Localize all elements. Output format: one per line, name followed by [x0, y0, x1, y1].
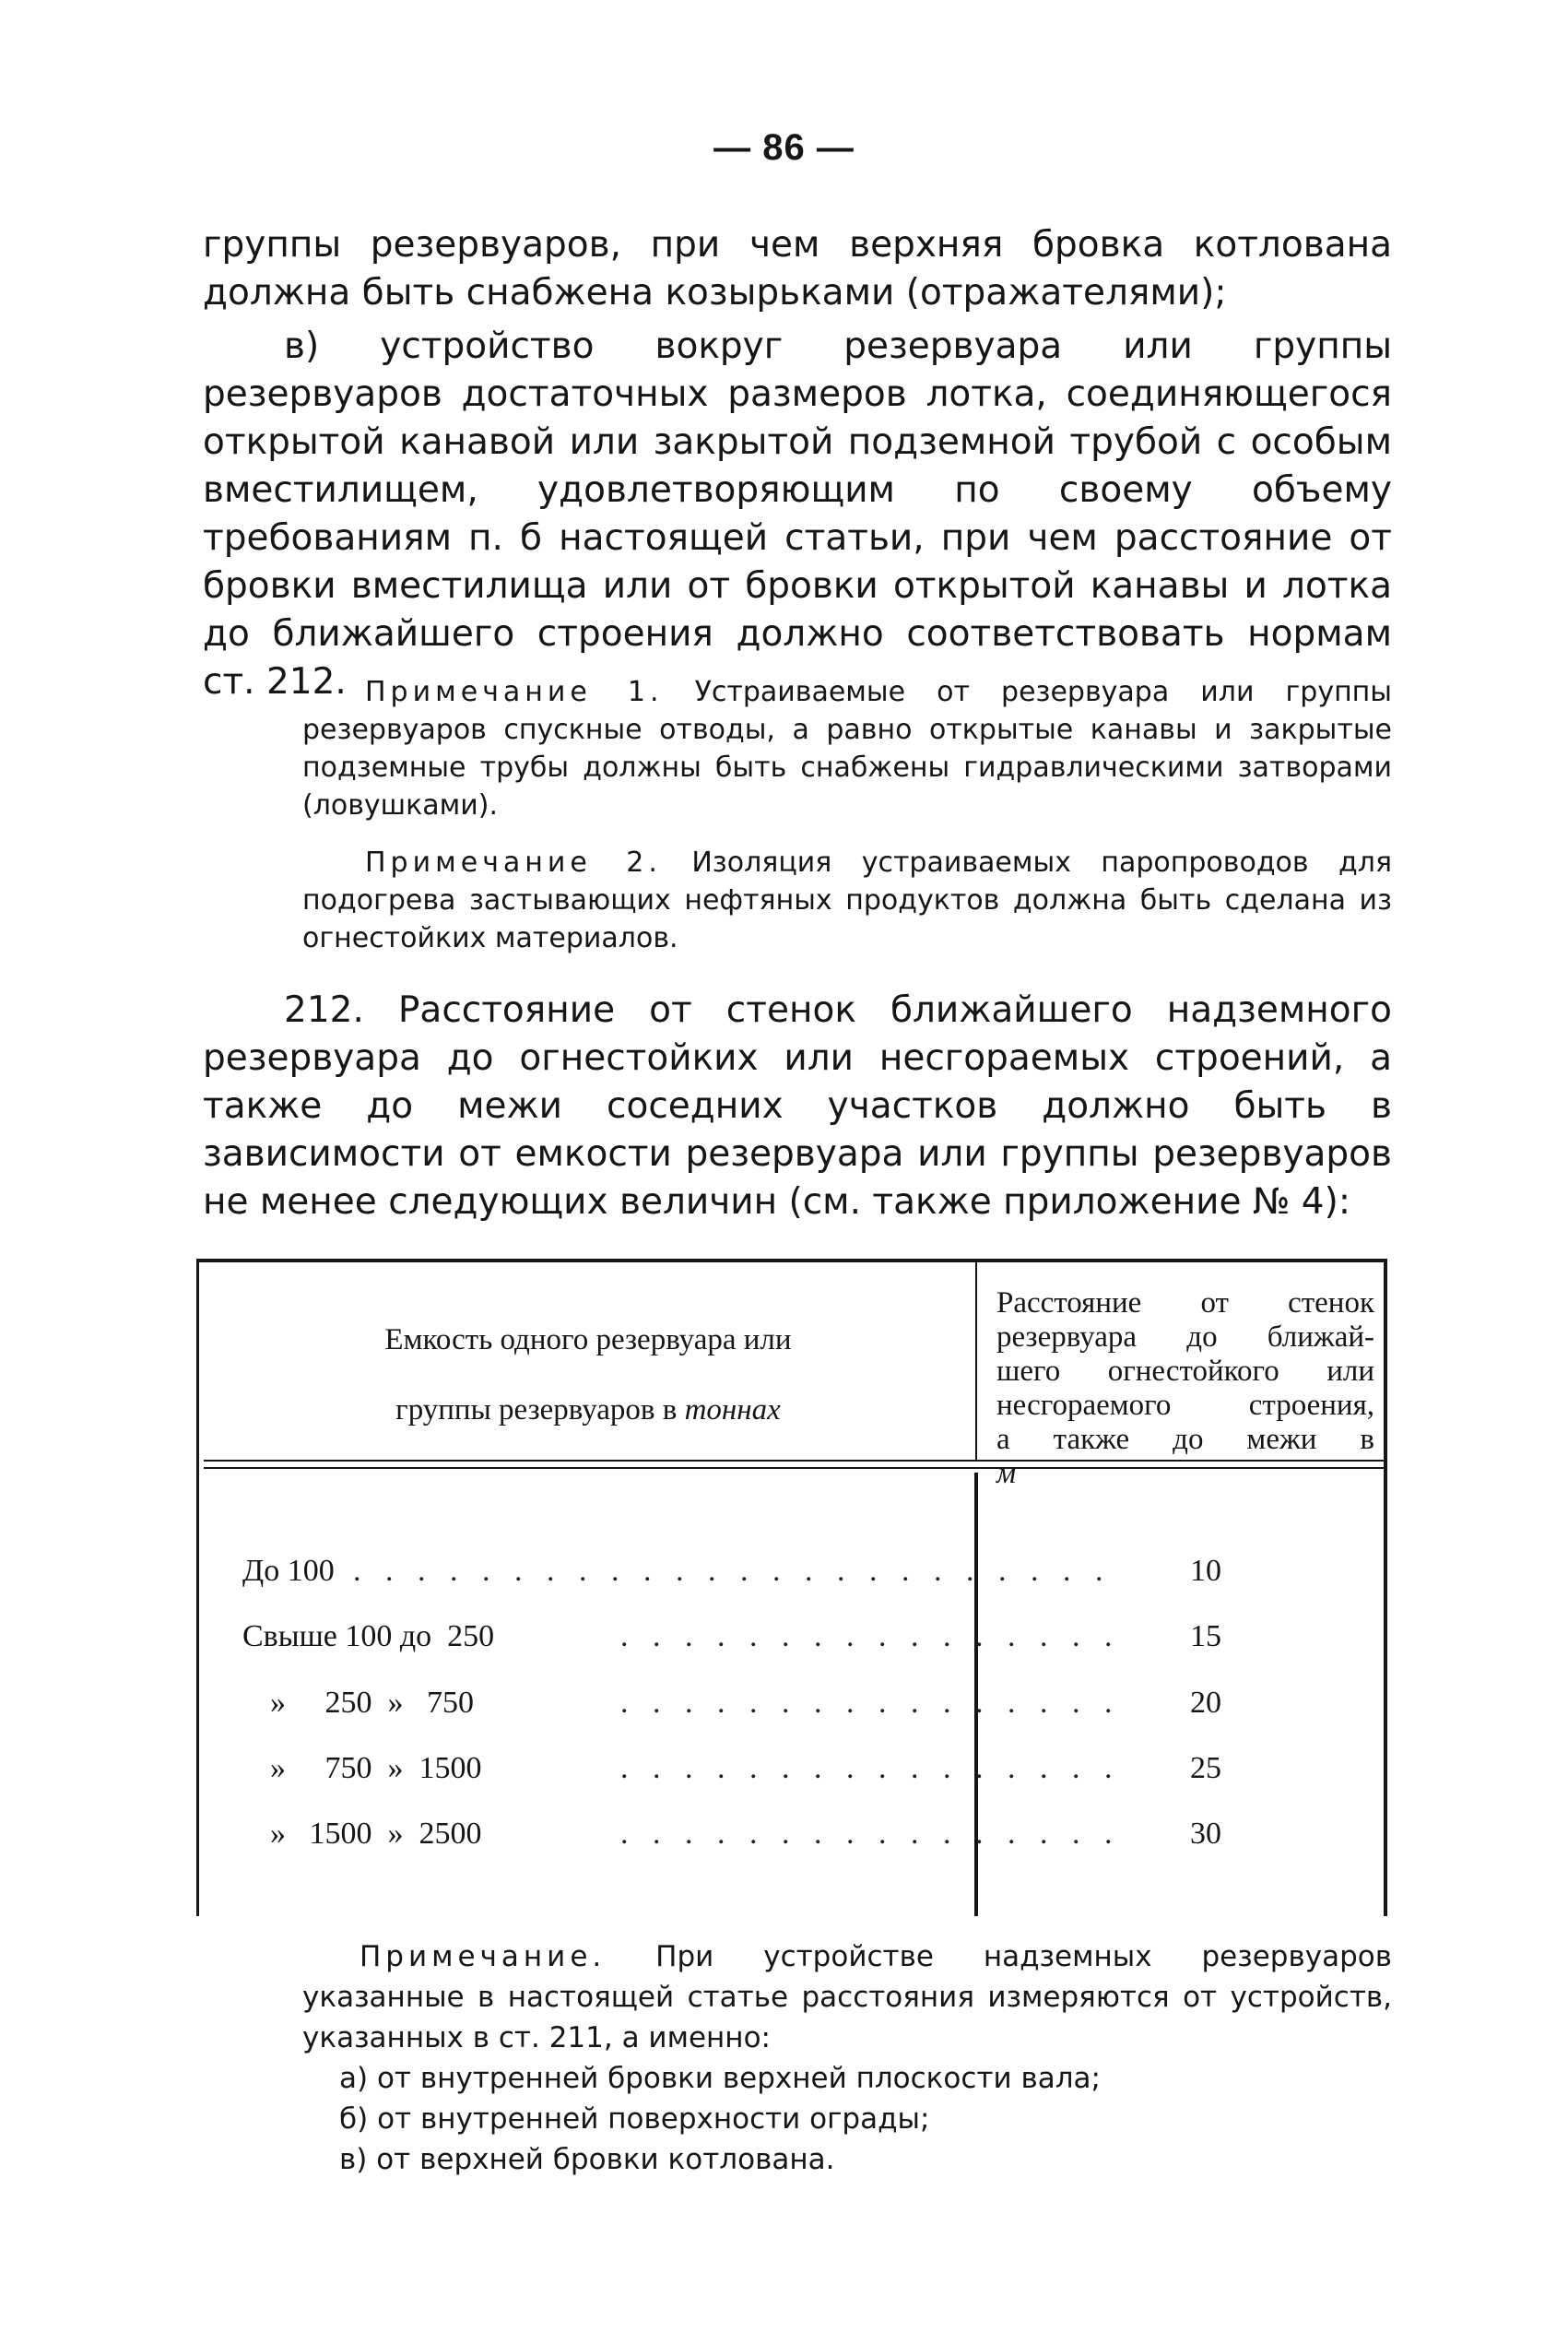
row-capacity: » 1500 » 2500	[270, 1817, 482, 1851]
header-capacity	[196, 1305, 980, 1445]
final-note-item: а) от внутренней бровки верхней плоскости вала;	[339, 2062, 1101, 2095]
article-212: 212. Расстояние от стенок ближайшего надземного резервуара до огнестойких или несгораемых строений, а также до межи соседних участков должно быть в зависимости от емкости резервуара или группы резервуаров не менее следующих величин (см. также приложение № 4):	[203, 989, 1392, 1223]
header-distance-line4: несгораемого строения,	[996, 1389, 1374, 1422]
row-capacity: » 750 » 1500	[270, 1751, 482, 1785]
leader-dots: . . . . . . . . . . . . . . . .	[620, 1751, 1121, 1785]
header-distance	[996, 1286, 1374, 1491]
table-row	[242, 1814, 1374, 1854]
leader-dots: . . . . . . . . . . . . . . . .	[620, 1619, 1121, 1653]
table-top-rule	[196, 1259, 1387, 1262]
final-note-item: б) от внутренней поверхности ограды;	[339, 2102, 930, 2136]
header-distance-line1: Расстояние от стенок	[996, 1286, 1374, 1320]
note-1-label: Примечание 1.	[365, 676, 664, 708]
note-2	[302, 844, 1392, 957]
final-note-label: Примечание.	[360, 1940, 607, 1973]
header-distance-line2: резервуара до ближай-	[996, 1320, 1374, 1354]
page-number: — 86 —	[713, 127, 855, 168]
final-note-item: в) от верхней бровки котлована.	[339, 2143, 835, 2176]
leader-dots: . . . . . . . . . . . . . . . .	[620, 1817, 1121, 1851]
distance-table	[196, 1259, 1387, 1916]
note-1	[302, 673, 1392, 824]
final-note	[302, 1936, 1392, 2180]
row-distance: 25	[1190, 1751, 1221, 1785]
header-distance-line5: а также до межи в м	[996, 1423, 1374, 1490]
header-distance-line3: шего огнестойкого или	[996, 1355, 1374, 1388]
note-2-label: Примечание 2.	[365, 846, 662, 879]
table-row	[242, 1683, 1374, 1723]
table-row	[242, 1748, 1374, 1789]
note-1-text: Устраиваемые от резервуара или группы резервуаров спускные отводы, а равно открытые канавы и закрытые подземные трубы должны быть снабжены гидравлическими затворами (ловушками).	[302, 676, 1392, 822]
leader-dots: . . . . . . . . . . . . . . . . . . . . . . . .	[353, 1554, 1112, 1588]
row-distance: 20	[1190, 1686, 1221, 1720]
header-capacity-line1: Емкость одного резервуара или	[384, 1323, 792, 1356]
row-capacity: До 100	[242, 1554, 335, 1588]
table-row	[242, 1551, 1374, 1592]
header-capacity-line2: группы резервуаров в тоннах	[395, 1393, 781, 1426]
final-note-text: При устройстве надземных резервуаров указанные в настоящей статье расстояния измеряются от устройств, указанных в ст. 211, а именно:	[302, 1940, 1392, 2054]
table-right-border	[1384, 1259, 1387, 1916]
paragraph-item-v: в) устройство вокруг резервуара или группы резервуаров достаточных размеров лотка, соединяющегося открытой канавой или закрытой подземной трубой с особым вместилищем, удовлетворяющим по своему объему требованиям п. б настоящей статьи, при чем расстояние от бровки вместилища или от бровки открытой канавы и лотка до ближайшего строения должно соответствовать нормам ст. 212.	[203, 326, 1392, 703]
note-2-text: Изоляция устраиваемых паропроводов для подогрева застывающих нефтяных продуктов должна быть сделана из огнестойких материалов.	[302, 846, 1392, 954]
row-distance: 30	[1190, 1817, 1221, 1851]
row-capacity: Свыше 100 до 250	[242, 1619, 495, 1653]
body-text-top	[203, 221, 1392, 706]
paragraph-continuation: группы резервуаров, при чем верхняя бровка котлована должна быть снабжена козырьками (отражателями);	[203, 224, 1392, 314]
row-distance: 10	[1190, 1554, 1221, 1588]
leader-dots: . . . . . . . . . . . . . . . .	[620, 1686, 1121, 1720]
row-distance: 15	[1190, 1619, 1221, 1653]
table-row	[242, 1616, 1374, 1657]
row-capacity: » 250 » 750	[270, 1686, 474, 1720]
article-212-block	[203, 987, 1392, 1226]
